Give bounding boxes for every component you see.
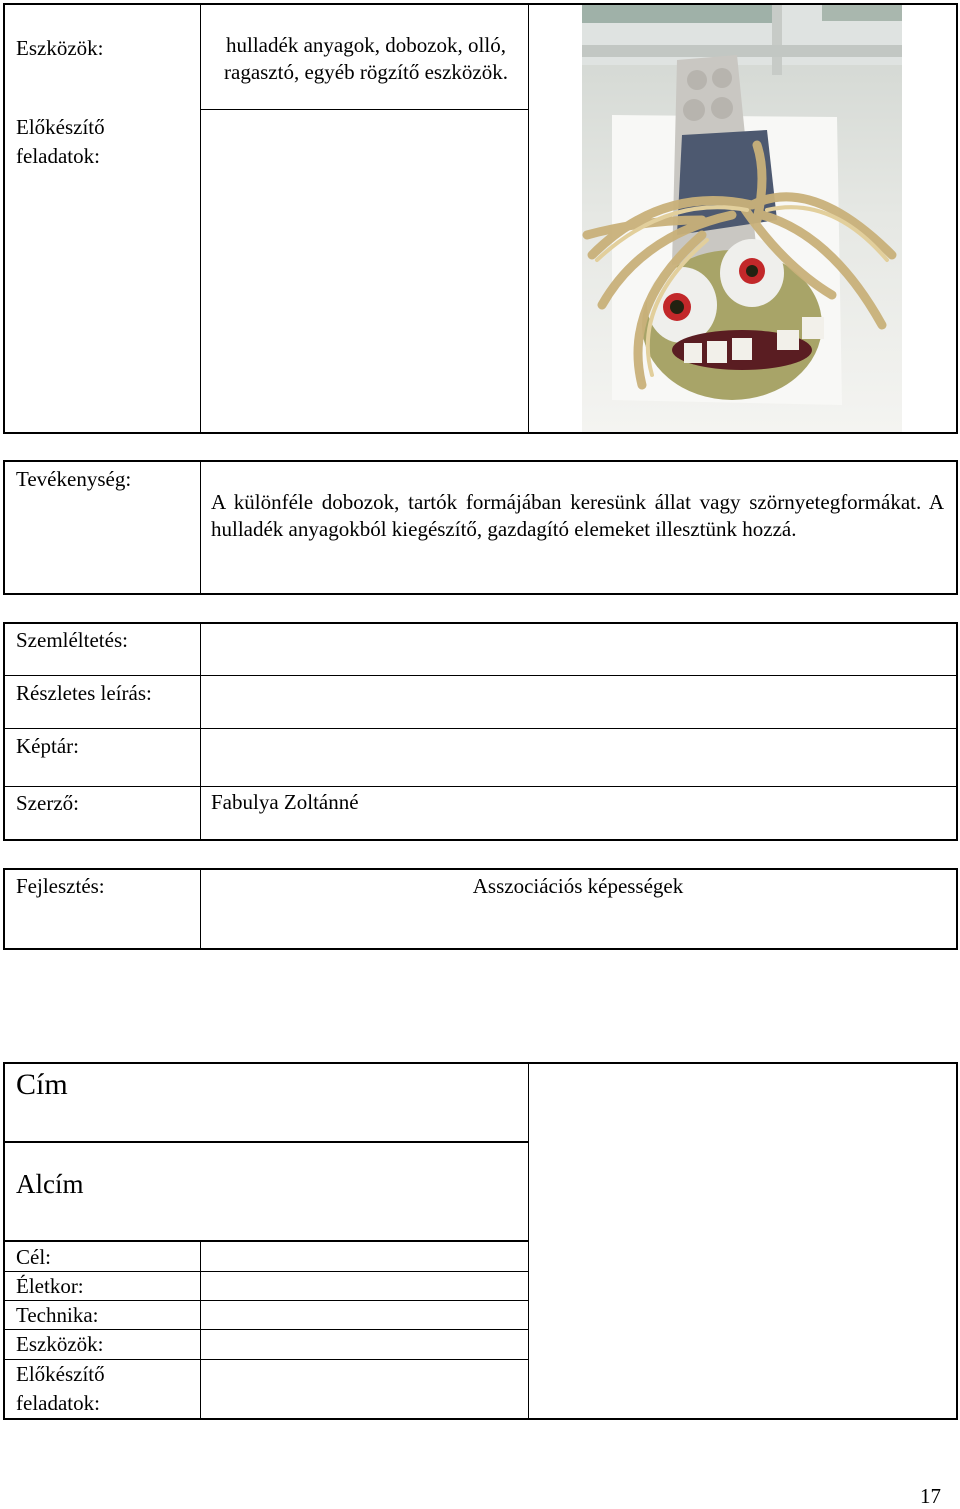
table-row-divider: [3, 728, 958, 729]
table-divider: [528, 3, 529, 434]
table-row-divider: [3, 786, 958, 787]
goal-label: Cél:: [16, 1245, 51, 1269]
prep-label-line1: Előkészítő: [16, 115, 105, 139]
development-value: Asszociációs képességek: [472, 874, 684, 898]
detailed-description-label: Részletes leírás:: [16, 681, 152, 705]
tools-value: hulladék anyagok, dobozok, olló, ragasztó, egyéb rögzítő eszközök.: [224, 33, 508, 84]
illustration-label: Szemléltetés:: [16, 628, 128, 652]
table-divider: [200, 1242, 201, 1420]
table-divider: [200, 3, 201, 434]
development-label: Fejlesztés:: [16, 874, 105, 898]
page-number: 17: [920, 1484, 941, 1508]
table-divider: [200, 460, 201, 595]
table-divider: [528, 1062, 529, 1420]
technique-label: Technika:: [16, 1303, 99, 1327]
subtitle-placeholder: Alcím: [16, 1169, 84, 1199]
activity-label: Tevékenység:: [16, 467, 132, 491]
monster-photo: [582, 5, 902, 432]
activity-value: A különféle dobozok, tartók formájában keresünk állat vagy szörnyetegformákat. A hulladék anyagokból kiegészítő, gazdagító elemeket illesztünk hozzá.: [211, 490, 944, 541]
table-divider: [200, 109, 528, 110]
table-row-divider: [3, 1141, 528, 1143]
table-divider: [200, 622, 201, 841]
table-row-divider: [3, 675, 958, 676]
gallery-label: Képtár:: [16, 734, 79, 758]
tools-label: Eszközök:: [16, 36, 104, 60]
author-value: Fabulya Zoltánné: [211, 790, 359, 814]
prep-label-2-line2: feladatok:: [16, 1391, 100, 1415]
title-placeholder: Cím: [16, 1068, 68, 1101]
tools-label-2: Eszközök:: [16, 1332, 104, 1356]
prep-label-line2: feladatok:: [16, 144, 100, 168]
prep-label-2-line1: Előkészítő: [16, 1362, 105, 1386]
author-label: Szerző:: [16, 791, 79, 815]
details-table: [3, 622, 958, 841]
age-label: Életkor:: [16, 1274, 84, 1298]
table-row-divider: [3, 1240, 528, 1242]
